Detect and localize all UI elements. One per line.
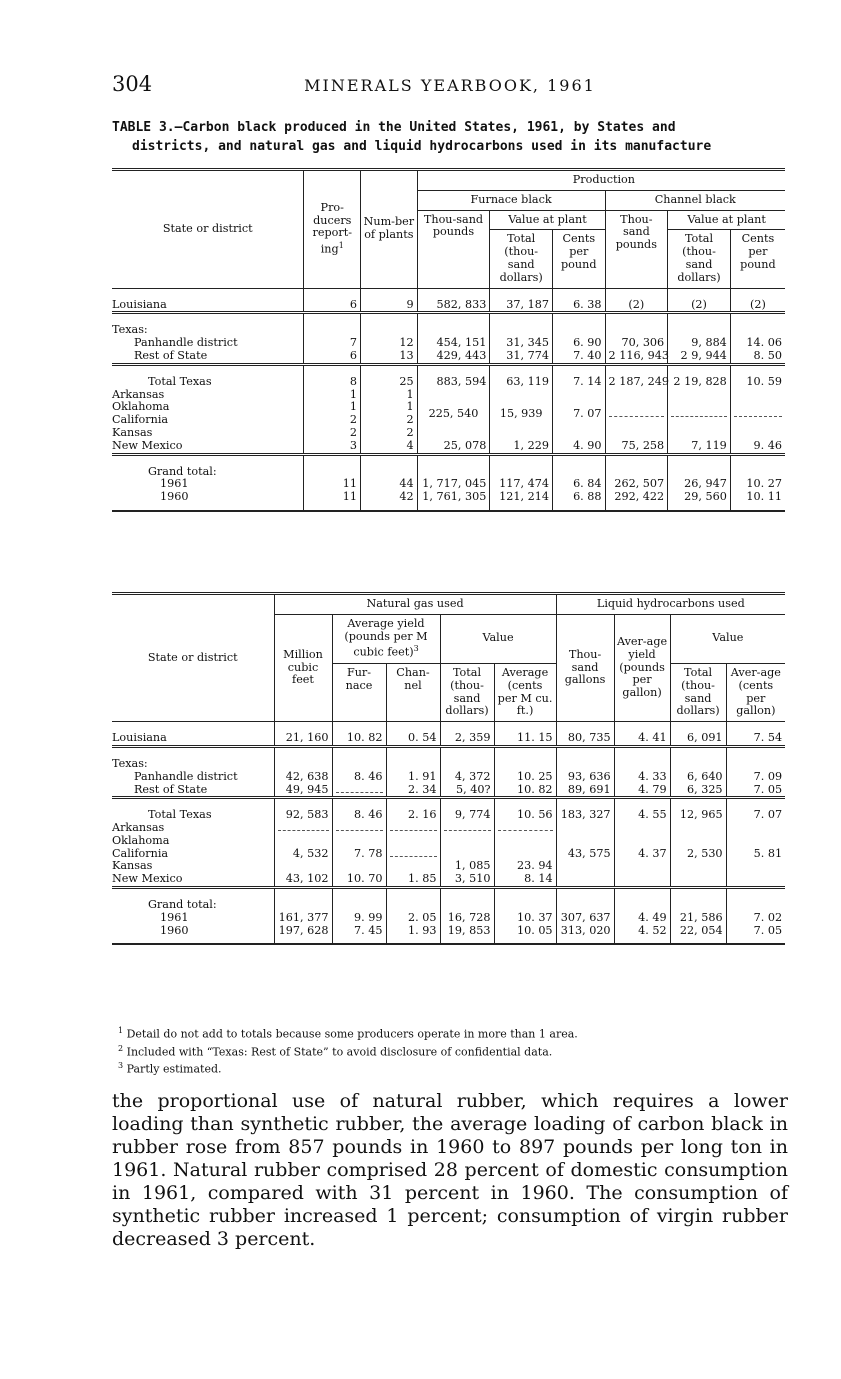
header-channel-value-at-plant: Value at plant <box>668 210 785 230</box>
header-channel-total: Total (thou-sand dollars) <box>668 230 731 288</box>
footnote: $^3$ Partly estimated. <box>118 1061 222 1076</box>
table-row: 1960 197, 628 7. 45 1. 93 19, 853 10. 05 313, 020 4. 52 22, 054 7. 05 <box>112 925 785 945</box>
table-row: Louisiana 21, 160 10. 82 0. 54 2, 359 11. 15 80, 735 4. 41 6, 091 7. 54 <box>112 722 785 747</box>
table-row: New Mexico 3 4 25, 078 1, 229 4. 90 75, 258 7, 119 9. 46 <box>112 440 785 454</box>
table-title-line-1: TABLE 3.—Carbon black produced in the United States, 1961, by States and <box>112 120 676 135</box>
page-number: 304 <box>112 72 153 96</box>
header-furnace-cents: Cents per pound <box>553 230 606 288</box>
header-producers-reporting: Pro-ducers report-ing$^1$ <box>304 170 361 289</box>
header-number-of-plants: Num-ber of plants <box>361 170 418 289</box>
table-row: California 2 2 <box>112 414 785 427</box>
footnote: $^2$ Included with “Texas: Rest of State” to avoid disclosure of confidential data. <box>118 1043 553 1059</box>
header-furnace-total: Total (thou-sand dollars) <box>490 230 553 288</box>
carbon-black-production-table <box>112 168 785 512</box>
running-title: MINERALS YEARBOOK, 1961 <box>304 76 596 95</box>
table-row: Rest of State 49, 945 2. 34 5, 40? 10. 82 89, 691 4. 79 6, 325 7. 05 <box>112 784 785 798</box>
table-row: Arkansas 1 1 225, 540 15, 939 7. 07 <box>112 389 785 402</box>
header-gas-total: Total (thou-sand dollars) <box>440 663 494 721</box>
table-title-line-2: districts, and natural gas and liquid hydrocarbons used in its manufacture <box>132 139 712 154</box>
header-production: Production <box>417 170 785 191</box>
table-row: Kansas <box>112 859 153 873</box>
page-header <box>112 72 788 98</box>
table-row: Arkansas 43, 575 4. 37 2, 530 5. 81 <box>112 822 785 835</box>
table-row: Louisiana 6 9 582, 833 37, 187 6. 38 (2) (2) (2) <box>112 288 785 313</box>
header-furnace: Fur-nace <box>332 663 386 721</box>
table-row: Panhandle district 7 12 454, 151 31, 345 6. 90 70, 306 9, 884 14. 06 <box>112 337 785 350</box>
table-row: Total Texas 92, 583 8. 46 2. 16 9, 774 10. 56 183, 327 4. 55 12, 965 7. 07 <box>112 798 785 822</box>
table-row: California <box>112 846 169 860</box>
table-row: Oklahoma 1 1 <box>112 401 785 414</box>
table-row: Texas: <box>112 313 785 337</box>
header-million-cubic-feet: Million cubic feet <box>274 614 332 721</box>
table-row: 1961 11 44 1, 717, 045 117, 474 6. 84 262, 507 26, 947 10. 27 <box>112 478 785 491</box>
header-gas-average-cents: Average (cents per M cu. ft.) <box>494 663 556 721</box>
header-average-yield: Average yield (pounds per M cubic feet)$^3$ <box>332 614 440 663</box>
table-row: Rest of State 6 13 429, 443 31, 774 7. 40 2 116, 943 2 9, 944 8. 50 <box>112 350 785 364</box>
header-channel-black: Channel black <box>605 190 785 210</box>
table-row: Grand total: <box>112 454 785 478</box>
table-row: Oklahoma 4, 532 7. 78 1, 085 23. 94 <box>112 835 785 848</box>
header-state-or-district: State or district <box>112 170 304 289</box>
header-channel-thousand-pounds: Thou-sand pounds <box>605 210 668 288</box>
header-liquid-value: Value <box>670 614 785 663</box>
footnote: $^1$ Detail do not add to totals because some producers operate in more than 1 area. <box>118 1026 578 1041</box>
header-thousand-gallons: Thou-sand gallons <box>556 614 614 721</box>
header-furnace-black: Furnace black <box>417 190 605 210</box>
header-liquid-average-cents: Aver-age (cents per gallon) <box>726 663 785 721</box>
footnotes <box>118 1024 778 1077</box>
table-row: New Mexico 43, 102 10. 70 1. 85 3, 510 8. 14 <box>112 873 785 887</box>
table-title <box>112 118 788 156</box>
gas-and-hydrocarbons-table <box>112 592 785 945</box>
header-channel-cents: Cents per pound <box>730 230 785 288</box>
header-liquid-total: Total (thou-sand dollars) <box>670 663 726 721</box>
table-row: 1960 11 42 1, 761, 305 121, 214 6. 88 292, 422 29, 560 10. 11 <box>112 491 785 511</box>
table-row: Total Texas 8 25 883, 594 63, 119 7. 14 2 187, 249 2 19, 828 10. 59 <box>112 364 785 388</box>
header-channel: Chan-nel <box>386 663 440 721</box>
table-row: Kansas 2 2 <box>112 427 785 440</box>
table-row: Grand total: <box>112 888 785 912</box>
header-furnace-thousand-pounds: Thou-sand pounds <box>417 210 490 288</box>
table-row: Texas: <box>112 746 785 770</box>
table-row: Panhandle district 42, 638 8. 46 1. 91 4, 372 10. 25 93, 636 4. 33 6, 640 7. 09 <box>112 771 785 784</box>
table-row: 1961 161, 377 9. 99 2. 05 16, 728 10. 37 307, 637 4. 49 21, 586 7. 02 <box>112 912 785 925</box>
header-liquid-hydrocarbons-used: Liquid hydrocarbons used <box>556 594 785 615</box>
header-furnace-value-at-plant: Value at plant <box>490 210 605 230</box>
body-paragraph: the proportional use of natural rubber, which requires a lower loading than synthetic rubber, the average loading of carbon black in rubber rose from 857 pounds in 1960 to 897 pounds per long ton in 1961. Natural rubber comprised 28 percent of domestic consumption in 1961, compared with 31 percent in 1960. The consumption of synthetic rubber increased 1 percent; consumption of virgin rubber decreased 3 percent. <box>112 1090 788 1250</box>
header-gas-value: Value <box>440 614 556 663</box>
header-average-yield-gallon: Aver-age yield (pounds per gallon) <box>614 614 670 721</box>
header-state-or-district: State or district <box>112 594 274 722</box>
header-natural-gas-used: Natural gas used <box>274 594 556 615</box>
